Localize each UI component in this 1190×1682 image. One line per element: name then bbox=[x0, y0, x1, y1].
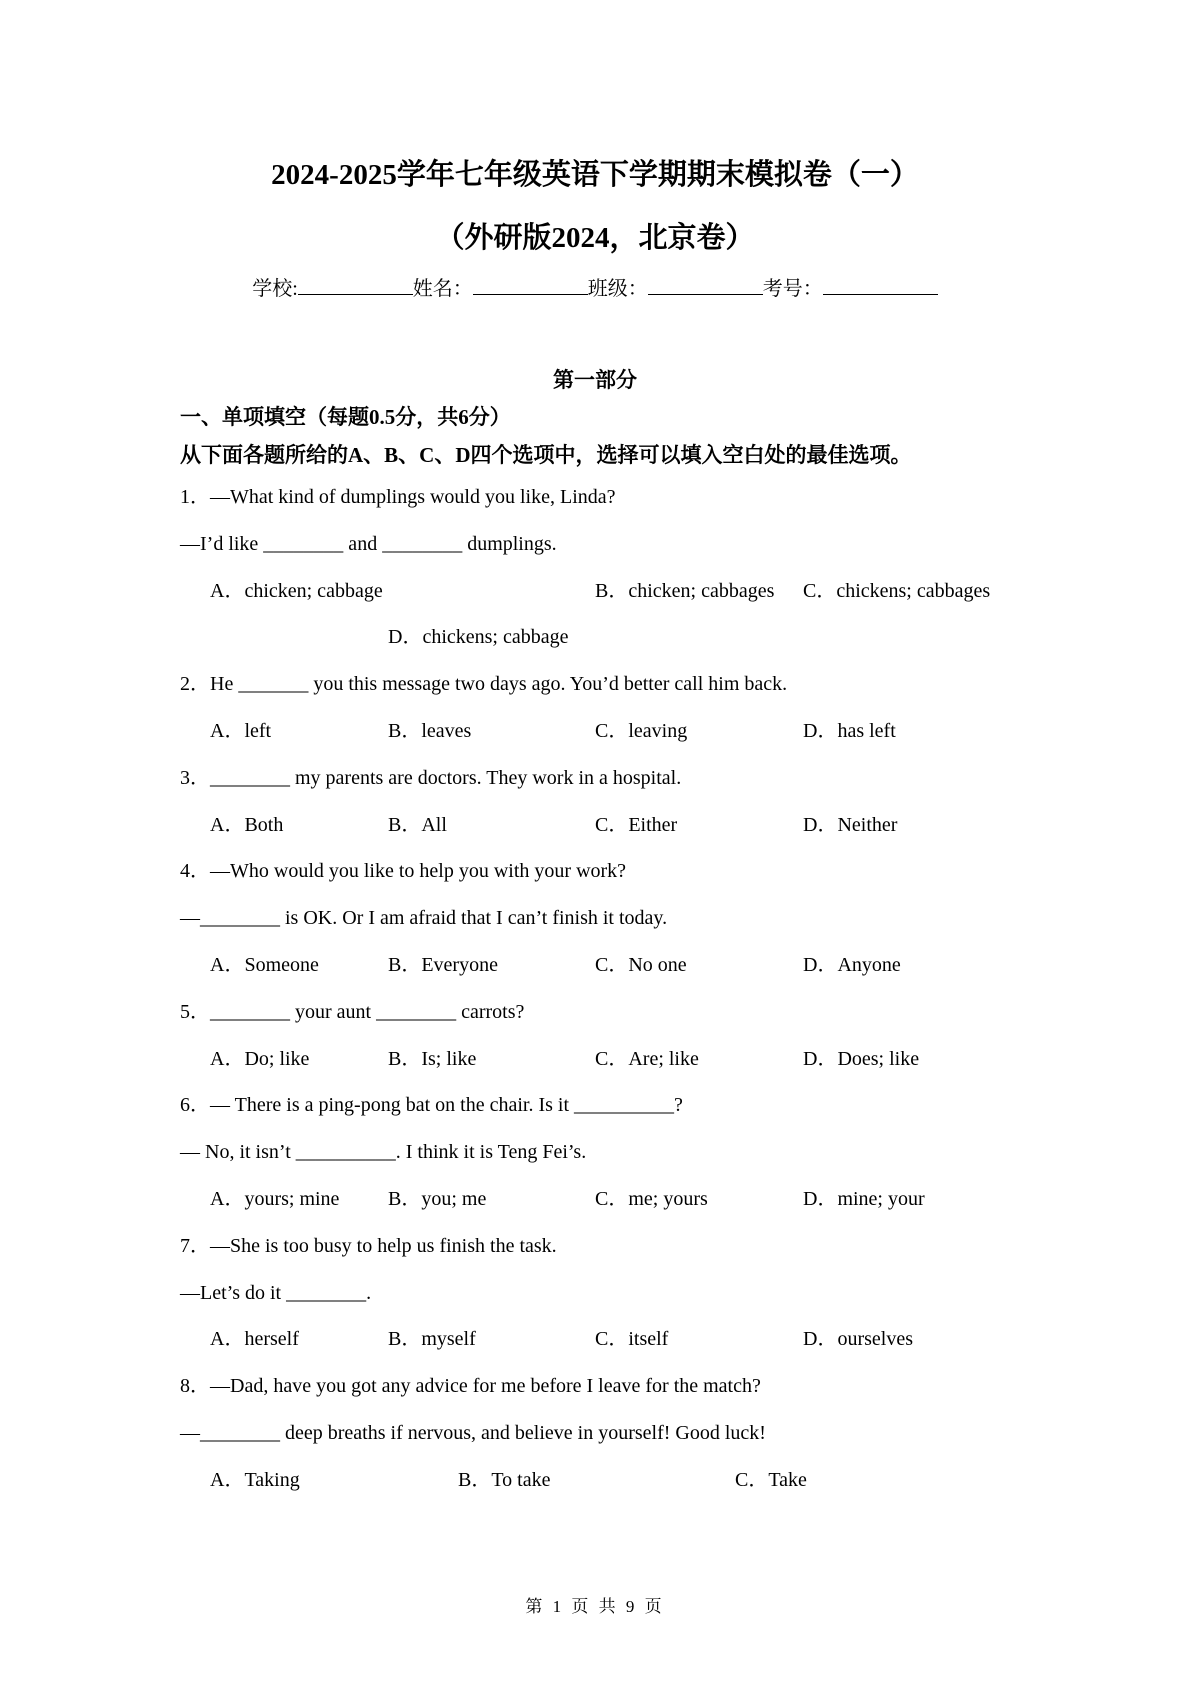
option-d: D．chickens; cabbage bbox=[388, 626, 569, 648]
exam-number-blank bbox=[823, 274, 938, 295]
option-c: C．Take bbox=[735, 1469, 807, 1491]
question-response: —________ is OK. Or I am afraid that I can’t finish it today. bbox=[180, 907, 668, 929]
option-a: A．yours; mine bbox=[210, 1188, 340, 1210]
option-a: A．chicken; cabbage bbox=[210, 580, 383, 602]
option-c: C．me; yours bbox=[595, 1188, 708, 1210]
question-stem: 2．He _______ you this message two days ago. You’d better call him back. bbox=[180, 673, 788, 695]
exam-number-label: 考号： bbox=[762, 278, 823, 300]
option-d: D．ourselves bbox=[803, 1328, 913, 1350]
option-d: D．Neither bbox=[803, 814, 898, 836]
option-c: C．No one bbox=[595, 954, 687, 976]
section-heading: 一、单项填空（每题0.5分，共6分） bbox=[180, 405, 511, 429]
question-response: —I’d like ________ and ________ dumplings. bbox=[180, 533, 557, 555]
page-footer: 第 1 页 共 9 页 bbox=[525, 1597, 665, 1616]
student-info-fields bbox=[0, 272, 1190, 301]
option-a: A．Do; like bbox=[210, 1048, 310, 1070]
exam-title: 2024-2025学年七年级英语下学期期末模拟卷（一） bbox=[271, 159, 919, 191]
option-b: B．All bbox=[388, 814, 447, 836]
school-label: 学校: bbox=[252, 278, 298, 300]
section-instruction: 从下面各题所给的A、B、C、D四个选项中，选择可以填入空白处的最佳选项。 bbox=[180, 443, 912, 467]
option-d: D．mine; your bbox=[803, 1188, 925, 1210]
question-response: —Let’s do it ________. bbox=[180, 1282, 372, 1304]
class-label: 班级： bbox=[587, 278, 648, 300]
question-response: — No, it isn’t __________. I think it is Teng Fei’s. bbox=[180, 1141, 587, 1163]
option-b: B．you; me bbox=[388, 1188, 487, 1210]
option-b: B．To take bbox=[458, 1469, 551, 1491]
option-c: C．Are; like bbox=[595, 1048, 699, 1070]
question-stem: 1．—What kind of dumplings would you like, Linda? bbox=[180, 486, 616, 508]
question-stem: 5．________ your aunt ________ carrots? bbox=[180, 1001, 525, 1023]
option-a: A．Someone bbox=[210, 954, 319, 976]
school-blank bbox=[298, 274, 413, 295]
question-stem: 3．________ my parents are doctors. They work in a hospital. bbox=[180, 767, 682, 789]
option-c: C．chickens; cabbages bbox=[803, 580, 991, 602]
option-a: A．left bbox=[210, 720, 272, 742]
option-c: C．leaving bbox=[595, 720, 688, 742]
name-label: 姓名： bbox=[412, 278, 473, 300]
option-b: B．chicken; cabbages bbox=[595, 580, 775, 602]
class-blank bbox=[648, 274, 763, 295]
option-d: D．Does; like bbox=[803, 1048, 920, 1070]
question-stem: 8．—Dad, have you got any advice for me before I leave for the match? bbox=[180, 1375, 761, 1397]
option-c: C．itself bbox=[595, 1328, 669, 1350]
question-stem: 6．— There is a ping-pong bat on the chair. Is it __________? bbox=[180, 1094, 683, 1116]
option-d: D．Anyone bbox=[803, 954, 901, 976]
option-b: B．Is; like bbox=[388, 1048, 477, 1070]
exam-subtitle: （外研版2024，北京卷） bbox=[435, 222, 755, 254]
option-b: B．myself bbox=[388, 1328, 476, 1350]
question-stem: 4．—Who would you like to help you with your work? bbox=[180, 860, 627, 882]
option-b: B．leaves bbox=[388, 720, 472, 742]
option-a: A．Taking bbox=[210, 1469, 300, 1491]
option-a: A．Both bbox=[210, 814, 284, 836]
question-stem: 7．—She is too busy to help us finish the task. bbox=[180, 1235, 557, 1257]
question-response: —________ deep breaths if nervous, and believe in yourself! Good luck! bbox=[180, 1422, 766, 1444]
option-b: B．Everyone bbox=[388, 954, 498, 976]
option-a: A．herself bbox=[210, 1328, 299, 1350]
part-heading: 第一部分 bbox=[553, 368, 637, 392]
option-d: D．has left bbox=[803, 720, 896, 742]
option-c: C．Either bbox=[595, 814, 678, 836]
name-blank bbox=[473, 274, 588, 295]
